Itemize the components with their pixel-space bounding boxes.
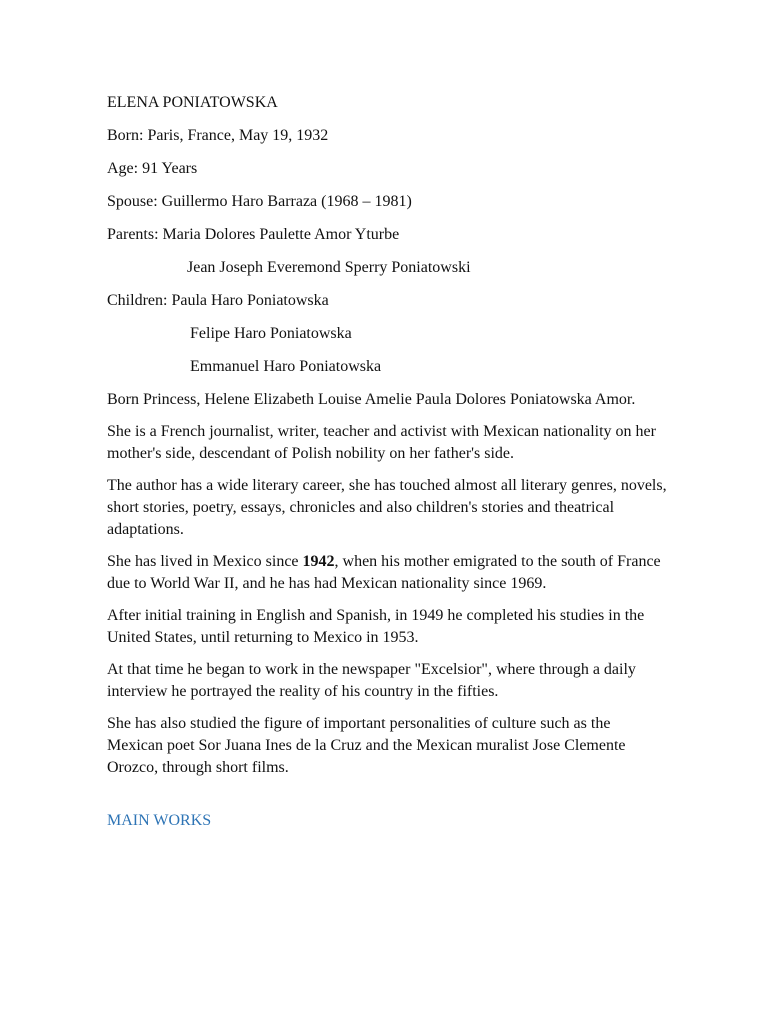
spouse-line: Spouse: Guillermo Haro Barraza (1968 – 1981) [107, 193, 412, 210]
paragraph-mexico [107, 551, 667, 595]
document-title: ELENA PONIATOWSKA [107, 94, 278, 111]
paragraph-excelsior: At that time he began to work in the newspaper "Excelsior", where through a daily interview he portrayed the reality of his country in the fifties. [107, 661, 636, 700]
paragraph-nationality: She is a French journalist, writer, teacher and activist with Mexican nationality on her mother's side, descendant of Polish nobility on her father's side. [107, 423, 656, 462]
paragraph-films: She has also studied the figure of important personalities of culture such as the Mexican poet Sor Juana Ines de la Cruz and the Mexican muralist Jose Clemente Orozco, through short films. [107, 715, 626, 776]
parents-second-line: Jean Joseph Everemond Sperry Poniatowski [187, 259, 471, 276]
parents-line: Parents: Maria Dolores Paulette Amor Yturbe [107, 226, 400, 243]
paragraph-birth-name: Born Princess, Helene Elizabeth Louise Amelie Paula Dolores Poniatowska Amor. [107, 391, 636, 408]
document-page [107, 92, 667, 832]
children-line: Children: Paula Haro Poniatowska [107, 292, 329, 309]
children-second-line: Felipe Haro Poniatowska [190, 325, 352, 342]
main-works-heading: MAIN WORKS [107, 812, 212, 829]
paragraph-career: The author has a wide literary career, she has touched almost all literary genres, novels, short stories, poetry, essays, chronicles and also children's stories and theatrical adaptations. [107, 477, 667, 538]
paragraph-mexico-end: , when his mother emigrated to the south of France due to World War II, and he has had Mexican nationality since 1969. [107, 553, 661, 592]
paragraph-mexico-start: She has lived in Mexico since [107, 553, 303, 570]
age-line: Age: 91 Years [107, 160, 198, 177]
paragraph-mexico-year: 1942 [302, 553, 335, 570]
born-line: Born: Paris, France, May 19, 1932 [107, 127, 329, 144]
children-third-line: Emmanuel Haro Poniatowska [190, 358, 382, 375]
paragraph-training: After initial training in English and Spanish, in 1949 he completed his studies in the United States, until returning to Mexico in 1953. [107, 607, 645, 646]
